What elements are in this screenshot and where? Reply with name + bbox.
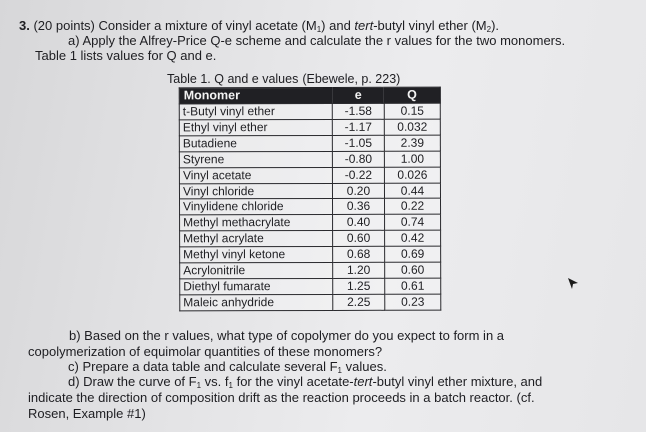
q-value-cell: 0.74 xyxy=(385,215,441,231)
q-value-cell: 0.032 xyxy=(384,119,440,135)
monomer-cell: Styrene xyxy=(179,151,332,167)
part-d-text: d) Draw the curve of F xyxy=(68,374,197,389)
qe-values-table xyxy=(179,87,442,311)
mouse-pointer-icon xyxy=(567,277,579,291)
table-body xyxy=(179,103,441,310)
e-value-cell: -1.58 xyxy=(332,103,384,119)
e-value-cell: 0.36 xyxy=(333,199,385,215)
table-row xyxy=(180,215,441,232)
q-value-cell: 1.00 xyxy=(384,151,440,167)
part-b-line-1: b) Based on the r values, what type of copolymer do you expect to form in a xyxy=(69,328,505,343)
q-value-cell: 0.22 xyxy=(384,199,440,215)
e-value-cell: 0.20 xyxy=(332,183,384,199)
part-d-text: -butyl vinyl ether mixture, and xyxy=(372,374,543,389)
part-d-line-3: Rosen, Example #1) xyxy=(28,406,146,421)
table-row xyxy=(180,246,441,263)
part-d-italic: tert xyxy=(353,374,373,389)
q-value-cell: 0.23 xyxy=(385,294,441,310)
table-row xyxy=(179,119,440,136)
header-q: Q xyxy=(384,87,440,103)
monomer-cell: Vinyl chloride xyxy=(179,183,332,199)
e-value-cell: 0.68 xyxy=(333,246,385,262)
e-value-cell: 0.60 xyxy=(333,231,385,247)
part-d-line-2: indicate the direction of composition drift as the reaction proceeds in a batch reactor. (cf. xyxy=(28,390,535,405)
table-header-row xyxy=(179,87,440,104)
part-a: a) Apply the Alfrey-Price Q-e scheme and calculate the r values for the two monomers. xyxy=(68,33,566,48)
table-row xyxy=(180,278,441,295)
q-value-cell: 0.69 xyxy=(385,246,441,262)
intro-text: ). xyxy=(491,18,500,33)
q-value-cell: 0.026 xyxy=(384,167,440,183)
table-row xyxy=(179,183,440,200)
monomer-cell: Methyl vinyl ketone xyxy=(180,247,333,263)
question-points: (20 points) xyxy=(33,18,95,33)
intro-text: ) and xyxy=(321,18,355,33)
q-value-cell: 0.15 xyxy=(384,103,440,119)
question-number: 3. xyxy=(19,18,30,33)
subscript: 1 xyxy=(337,366,342,375)
intro-text: -butyl vinyl ether (M xyxy=(373,18,487,33)
part-b-line-2: copolymerization of equimolar quantities of these monomers? xyxy=(28,344,383,359)
table-row xyxy=(180,230,441,247)
intro-italic: tert xyxy=(354,18,374,33)
monomer-cell: Diethyl fumarate xyxy=(180,278,333,294)
table-row xyxy=(179,135,440,152)
part-c-text: values. xyxy=(342,359,387,374)
table-source: (Ebewele, p. 223) xyxy=(302,72,401,86)
monomer-cell: Vinyl acetate xyxy=(179,167,332,183)
part-d-text: for the vinyl acetate- xyxy=(232,374,354,389)
table-row xyxy=(180,262,441,279)
q-value-cell: 0.61 xyxy=(385,278,441,294)
q-value-cell: 0.60 xyxy=(385,262,441,278)
q-value-cell: 0.42 xyxy=(385,230,441,246)
header-monomer: Monomer xyxy=(179,87,332,103)
table-caption-text: Table 1. Q and e values xyxy=(167,72,299,86)
table-note: Table 1 lists values for Q and e. xyxy=(35,48,217,63)
subscript: 1 xyxy=(196,381,202,390)
monomer-cell: Methyl acrylate xyxy=(180,231,333,247)
monomer-cell: Ethyl vinyl ether xyxy=(179,119,332,135)
monomer-cell: t-Butyl vinyl ether xyxy=(179,103,332,119)
table-row xyxy=(180,199,441,216)
monomer-cell: Methyl methacrylate xyxy=(180,215,333,231)
monomer-cell: Maleic anhydride xyxy=(180,294,333,310)
e-value-cell: 1.20 xyxy=(333,262,385,278)
header-e: e xyxy=(332,87,384,103)
table-row xyxy=(179,167,440,184)
e-value-cell: 0.40 xyxy=(333,215,385,231)
e-value-cell: -0.80 xyxy=(332,151,384,167)
q-value-cell: 2.39 xyxy=(384,135,440,151)
subscript: 2 xyxy=(486,25,492,34)
table-row xyxy=(180,294,441,311)
intro-text: Consider a mixture of vinyl acetate (M xyxy=(98,18,317,33)
table-row xyxy=(179,103,440,120)
table-row xyxy=(179,151,440,168)
monomer-cell: Butadiene xyxy=(179,135,332,151)
subscript: 1 xyxy=(316,25,322,34)
e-value-cell: -1.05 xyxy=(332,135,384,151)
monomer-cell: Vinylidene chloride xyxy=(180,199,333,215)
part-d-text: vs. f xyxy=(201,374,229,389)
part-c-text: c) Prepare a data table and calculate several F xyxy=(68,359,338,374)
e-value-cell: -1.17 xyxy=(332,119,384,135)
monomer-cell: Acrylonitrile xyxy=(180,263,333,279)
e-value-cell: -0.22 xyxy=(332,167,384,183)
e-value-cell: 1.25 xyxy=(333,278,385,294)
subscript: 1 xyxy=(228,381,233,390)
table-caption xyxy=(167,72,400,86)
e-value-cell: 2.25 xyxy=(333,294,385,310)
q-value-cell: 0.44 xyxy=(384,183,440,199)
